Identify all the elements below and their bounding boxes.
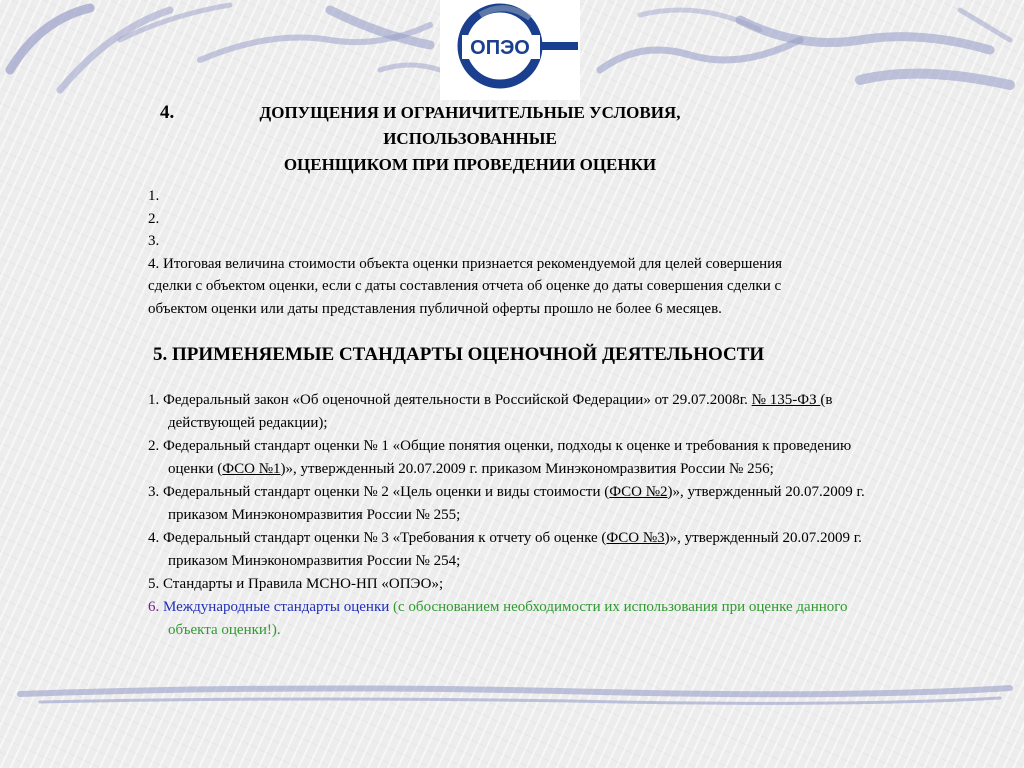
list-item: 1. bbox=[148, 188, 160, 204]
section4-title-line1: ДОПУЩЕНИЯ И ОГРАНИЧИТЕЛЬНЫЕ УСЛОВИЯ, bbox=[259, 103, 681, 122]
standard-item-1: 1. Федеральный закон «Об оценочной деятельности в Российской Федерации» от 29.07.2008г. № 135-ФЗ (в действующей редакции); bbox=[148, 392, 833, 431]
list-item-4-line1: 4. Итоговая величина стоимости объекта оценки признается рекомендуемой для целей совершения bbox=[148, 255, 783, 272]
fz-135-link[interactable]: № 135-ФЗ bbox=[751, 392, 821, 408]
list-item-4-line3: объектом оценки или даты представления публичной оферты прошло не более 6 месяцев. bbox=[148, 300, 722, 317]
fso1-link[interactable]: ФСО №1 bbox=[222, 461, 281, 477]
fso3-link[interactable]: ФСО №3 bbox=[606, 530, 665, 546]
logo-text: ОПЭО bbox=[470, 37, 530, 59]
item6-note: (с обоснованием необходимости их использования при оценке данного объекта оценки!). bbox=[168, 599, 848, 638]
section4-number: 4. bbox=[160, 102, 175, 123]
list-item: 3. bbox=[148, 233, 160, 249]
standard-item-6 bbox=[148, 596, 878, 642]
standard-item-2: 2. Федеральный стандарт оценки № 1 «Общие понятия оценки, подходы к оценке и требования к проведению оценки (ФСО №1)», утвержденный 20.07.2009 г. приказом Минэкономразвития России № 256; bbox=[148, 438, 852, 477]
section5-heading: 5. ПРИМЕНЯЕМЫЕ СТАНДАРТЫ ОЦЕНОЧНОЙ ДЕЯТЕЛЬНОСТИ bbox=[153, 344, 765, 365]
list-item-4-line2: сделки с объектом оценки, если с даты составления отчета об оценке до даты совершения сделки с bbox=[148, 278, 782, 294]
section4-list bbox=[148, 185, 948, 320]
section4-heading bbox=[160, 100, 780, 178]
item6-number: 6. bbox=[148, 599, 163, 615]
section5-list bbox=[148, 389, 878, 642]
item6-ivs-text: Международные стандарты оценки bbox=[163, 599, 394, 615]
standard-item-5: 5. Стандарты и Правила МСНО-НП «ОПЭО»; bbox=[148, 576, 444, 592]
section4-title-line3: ОЦЕНЩИКОМ ПРИ ПРОВЕДЕНИИ ОЦЕНКИ bbox=[283, 155, 657, 174]
list-item: 2. bbox=[148, 210, 160, 227]
section4-title-line2: ИСПОЛЬЗОВАННЫЕ bbox=[383, 129, 557, 148]
standard-item-4: 4. Федеральный стандарт оценки № 3 «Требования к отчету об оценке (ФСО №3)», утвержденный 20.07.2009 г. приказом Минэкономразвития России № 254; bbox=[148, 530, 862, 569]
standard-item-3: 3. Федеральный стандарт оценки № 2 «Цель оценки и виды стоимости (ФСО №2)», утвержденный 20.07.2009 г. приказом Минэкономразвития России № 255; bbox=[148, 484, 865, 523]
fso2-link[interactable]: ФСО №2 bbox=[609, 484, 668, 500]
